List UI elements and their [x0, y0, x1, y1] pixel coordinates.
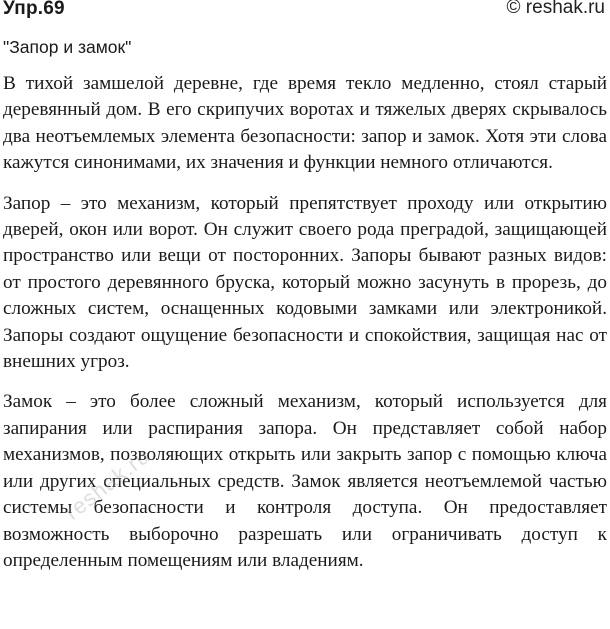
paragraph-2: Запор – это механизм, который препятствует проходу или открытию дверей, окон или ворот. Он служит своего рода преградой, защищающей пространство или вещи от посторонних. Запоры бывают разных видов: от простого деревянного бруска, который можно засунуть в прорезь, до сложных систем, оснащенных кодовыми замками или электроникой. Запоры создают ощущение безопасности и спокойствия, защищая нас от внешних угроз.	[3, 192, 607, 373]
exercise-number: Упр.69	[3, 0, 65, 19]
paragraph-1: В тихой замшелой деревне, где время текло медленно, стоял старый деревянный дом. В его скрипучих воротах и тяжелых дверях скрывалось два неотъемлемых элемента безопасности: запор и замок. Хотя эти слова кажутся синонимами, их значения и функции немного отличаются.	[3, 73, 607, 174]
copyright-label: © reshak.ru	[506, 0, 605, 18]
document-title: "Запор и замок"	[3, 37, 132, 57]
document-body	[3, 71, 607, 588]
header	[3, 0, 607, 24]
watermark: reshak.ru	[60, 442, 155, 525]
paragraph-3: Замок – это более сложный механизм, который используется для запирания или распирания запора. Он представляет собой набор механизмов, позволяющих открыть или закрыть запор с помощью ключа или других специальных средств. Замок является неотъемлемой частью системы безопасности и контроля доступа. Он предоставляет возможность выборочно разрешать или ограничивать доступ к определенным помещениям или владениям.	[3, 391, 607, 571]
